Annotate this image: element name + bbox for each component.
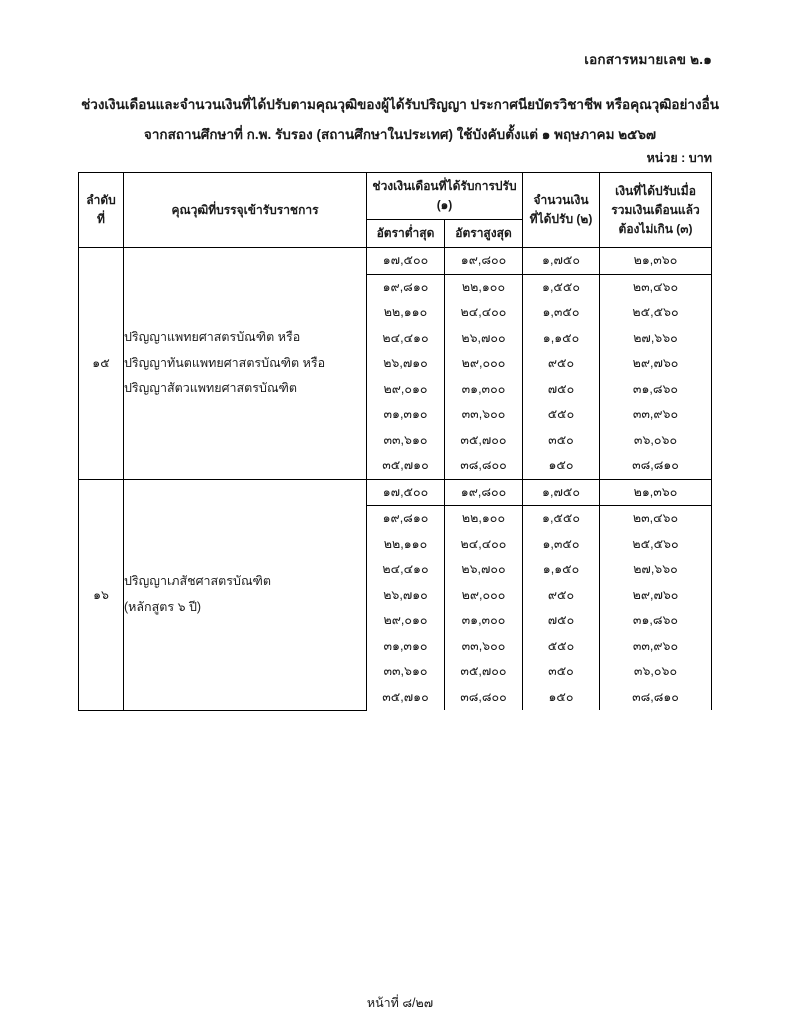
cell-max-rate: ๒๖,๗๐๐	[445, 557, 523, 583]
cell-adjust-amount: ๙๕๐	[523, 583, 600, 609]
cell-total-cap: ๒๙,๗๖๐	[600, 351, 712, 377]
cell-adjust-amount: ๑,๗๕๐	[523, 248, 600, 275]
column-header-adjust-amount-line2: ที่ได้ปรับ (๒)	[529, 212, 593, 226]
column-header-total-cap-line1: เงินที่ได้ปรับเมื่อ	[615, 183, 696, 198]
cell-total-cap: ๒๓,๔๖๐	[600, 274, 712, 300]
cell-total-cap: ๓๖,๐๖๐	[600, 428, 712, 454]
column-header-adjust-amount	[523, 173, 600, 248]
cell-max-rate: ๓๓,๖๐๐	[445, 634, 523, 660]
qualification-line: ปริญญาเภสัชศาสตรบัณฑิต	[124, 574, 272, 588]
cell-max-rate: ๓๕,๗๐๐	[445, 659, 523, 685]
cell-min-rate: ๓๓,๖๑๐	[367, 659, 445, 685]
cell-min-rate: ๒๔,๔๑๐	[367, 326, 445, 352]
cell-max-rate: ๓๕,๗๐๐	[445, 428, 523, 454]
cell-max-rate: ๒๔,๔๐๐	[445, 300, 523, 326]
cell-adjust-amount: ๓๕๐	[523, 659, 600, 685]
qualification-line: ปริญญาทันตแพทยศาสตรบัณฑิต หรือ	[124, 355, 326, 370]
cell-qualification	[124, 479, 367, 710]
cell-min-rate: ๒๙,๐๑๐	[367, 377, 445, 403]
cell-max-rate: ๓๑,๓๐๐	[445, 608, 523, 634]
cell-adjust-amount: ๕๕๐	[523, 634, 600, 660]
cell-max-rate: ๒๒,๑๐๐	[445, 506, 523, 532]
column-header-sequence-line2: ที่	[97, 212, 105, 226]
table-row	[79, 248, 712, 275]
cell-total-cap: ๒๑,๓๖๐	[600, 248, 712, 275]
table-header-row-1	[79, 173, 712, 220]
cell-total-cap: ๒๓,๔๖๐	[600, 506, 712, 532]
cell-max-rate: ๑๙,๘๐๐	[445, 479, 523, 506]
cell-max-rate: ๒๒,๑๐๐	[445, 274, 523, 300]
cell-min-rate: ๑๗,๕๐๐	[367, 479, 445, 506]
cell-total-cap: ๒๗,๖๖๐	[600, 557, 712, 583]
cell-adjust-amount: ๑,๕๕๐	[523, 506, 600, 532]
cell-sequence-number: ๑๕	[79, 248, 124, 480]
cell-min-rate: ๓๕,๗๑๐	[367, 453, 445, 479]
column-header-total-cap-line2: รวมเงินเดือนแล้ว	[611, 202, 700, 217]
column-header-qualification: คุณวุฒิที่บรรจุเข้ารับราชการ	[124, 173, 367, 248]
cell-adjust-amount: ๓๕๐	[523, 428, 600, 454]
title-line-1: ช่วงเงินเดือนและจำนวนเงินที่ได้ปรับตามคุณวุฒิของผู้ได้รับปริญญา ประกาศนียบัตรวิชาชีพ หรือคุณวุฒิอย่างอื่น	[81, 97, 719, 112]
cell-min-rate: ๑๙,๘๑๐	[367, 274, 445, 300]
cell-adjust-amount: ๑,๗๕๐	[523, 479, 600, 506]
cell-adjust-amount: ๑,๓๕๐	[523, 300, 600, 326]
cell-total-cap: ๒๕,๕๖๐	[600, 300, 712, 326]
cell-min-rate: ๓๓,๖๑๐	[367, 428, 445, 454]
cell-adjust-amount: ๗๕๐	[523, 377, 600, 403]
column-header-sequence-line1: ลำดับ	[86, 193, 116, 207]
cell-total-cap: ๓๘,๘๑๐	[600, 685, 712, 711]
cell-total-cap: ๓๓,๙๖๐	[600, 634, 712, 660]
cell-adjust-amount: ๑๕๐	[523, 453, 600, 479]
unit-note: หน่วย : บาท	[646, 151, 712, 165]
table-body	[79, 248, 712, 711]
cell-total-cap: ๒๙,๗๖๐	[600, 583, 712, 609]
cell-min-rate: ๒๒,๑๑๐	[367, 300, 445, 326]
cell-adjust-amount: ๙๕๐	[523, 351, 600, 377]
column-header-total-cap	[600, 173, 712, 248]
cell-min-rate: ๒๙,๐๑๐	[367, 608, 445, 634]
cell-total-cap: ๒๕,๕๖๐	[600, 532, 712, 558]
cell-max-rate: ๒๔,๔๐๐	[445, 532, 523, 558]
document-title	[0, 90, 800, 150]
cell-max-rate: ๓๘,๘๐๐	[445, 453, 523, 479]
column-header-max-rate: อัตราสูงสุด	[445, 220, 523, 248]
cell-adjust-amount: ๑,๑๕๐	[523, 326, 600, 352]
cell-sequence-number: ๑๖	[79, 479, 124, 710]
cell-min-rate: ๒๖,๗๑๐	[367, 583, 445, 609]
cell-min-rate: ๒๒,๑๑๐	[367, 532, 445, 558]
title-line-2: จากสถานศึกษาที่ ก.พ. รับรอง (สถานศึกษาในประเทศ) ใช้บังคับตั้งแต่ ๑ พฤษภาคม ๒๕๖๗	[143, 127, 657, 142]
cell-min-rate: ๑๙,๘๑๐	[367, 506, 445, 532]
qualification-line: ปริญญาสัตวแพทยศาสตรบัณฑิต	[124, 381, 298, 395]
cell-max-rate: ๑๙,๘๐๐	[445, 248, 523, 275]
column-header-total-cap-line3: ต้องไม่เกิน (๓)	[618, 221, 693, 236]
cell-max-rate: ๒๙,๐๐๐	[445, 583, 523, 609]
cell-min-rate: ๒๖,๗๑๐	[367, 351, 445, 377]
cell-total-cap: ๒๑,๓๖๐	[600, 479, 712, 506]
cell-adjust-amount: ๑,๑๕๐	[523, 557, 600, 583]
cell-min-rate: ๓๑,๓๑๐	[367, 402, 445, 428]
page-footer: หน้าที่ ๘/๒๗	[366, 996, 434, 1010]
column-header-sequence	[79, 173, 124, 248]
cell-adjust-amount: ๑,๕๕๐	[523, 274, 600, 300]
qualification-line: (หลักสูตร ๖ ปี)	[124, 599, 202, 614]
cell-qualification	[124, 248, 367, 480]
qualification-line: ปริญญาแพทยศาสตรบัณฑิต หรือ	[124, 330, 301, 344]
cell-total-cap: ๓๑,๘๖๐	[600, 608, 712, 634]
cell-total-cap: ๒๗,๖๖๐	[600, 326, 712, 352]
cell-total-cap: ๓๖,๐๖๐	[600, 659, 712, 685]
salary-adjustment-table	[78, 172, 712, 711]
cell-min-rate: ๒๔,๔๑๐	[367, 557, 445, 583]
cell-min-rate: ๓๕,๗๑๐	[367, 685, 445, 711]
cell-max-rate: ๓๓,๖๐๐	[445, 402, 523, 428]
cell-total-cap: ๓๑,๘๖๐	[600, 377, 712, 403]
cell-max-rate: ๓๑,๓๐๐	[445, 377, 523, 403]
cell-adjust-amount: ๑,๓๕๐	[523, 532, 600, 558]
column-header-min-rate: อัตราต่ำสุด	[367, 220, 445, 248]
column-header-adjust-amount-line1: จำนวนเงิน	[533, 193, 589, 207]
cell-adjust-amount: ๑๕๐	[523, 685, 600, 711]
column-header-salary-range-group: ช่วงเงินเดือนที่ได้รับการปรับ (๑)	[367, 173, 523, 220]
table-row	[79, 479, 712, 506]
cell-total-cap: ๓๓,๙๖๐	[600, 402, 712, 428]
cell-adjust-amount: ๗๕๐	[523, 608, 600, 634]
cell-max-rate: ๓๘,๘๐๐	[445, 685, 523, 711]
cell-total-cap: ๓๘,๘๑๐	[600, 453, 712, 479]
cell-min-rate: ๓๑,๓๑๐	[367, 634, 445, 660]
document-reference-number: เอกสารหมายเลข ๒.๑	[584, 52, 712, 67]
cell-adjust-amount: ๕๕๐	[523, 402, 600, 428]
cell-max-rate: ๒๙,๐๐๐	[445, 351, 523, 377]
cell-min-rate: ๑๗,๕๐๐	[367, 248, 445, 275]
cell-max-rate: ๒๖,๗๐๐	[445, 326, 523, 352]
table-header	[79, 173, 712, 248]
